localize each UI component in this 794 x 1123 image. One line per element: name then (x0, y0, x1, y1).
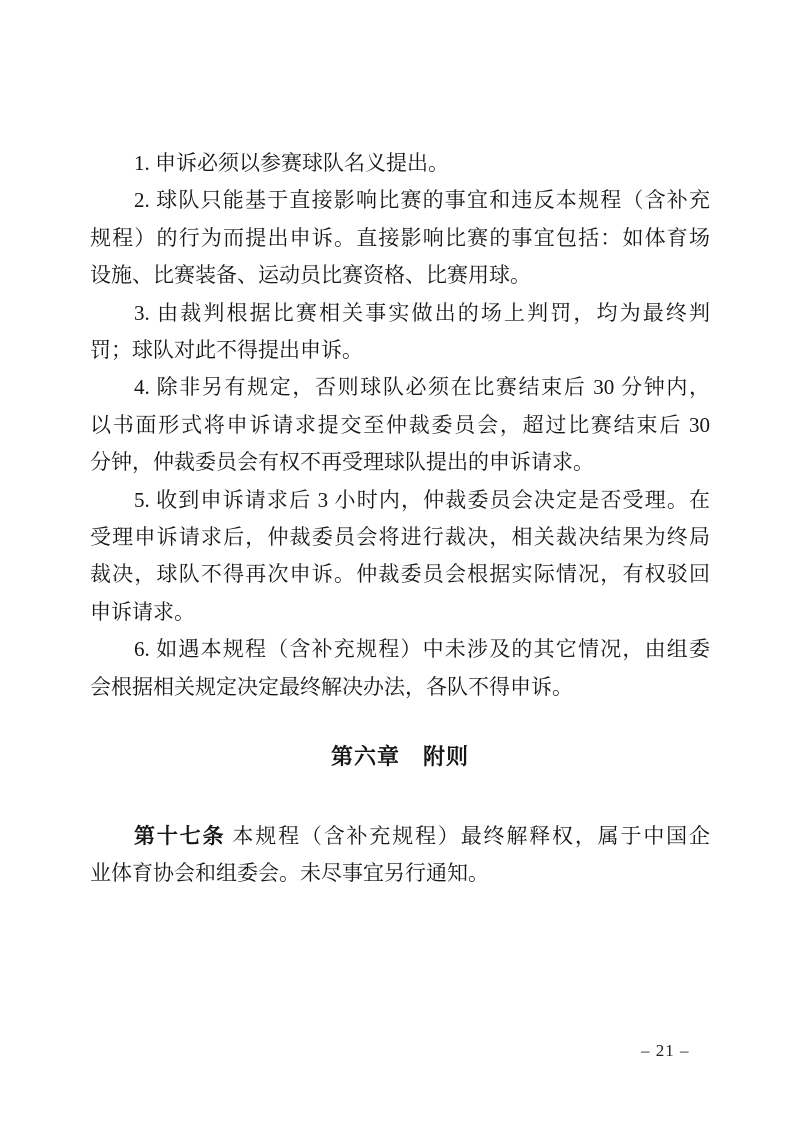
paragraph-line: 5. 收到申诉请求后 3 小时内，仲裁委员会决定是否受理。在 (134, 487, 710, 512)
body-paragraph (90, 145, 710, 182)
document-content (90, 145, 710, 892)
paragraph-line: 规程）的行为而提出申诉。直接影响比赛的事宜包括：如体育场 (90, 225, 710, 250)
paragraph-line: 2. 球队只能基于直接影响比赛的事宜和违反本规程（含补充 (134, 188, 710, 213)
body-paragraph (90, 369, 710, 481)
paragraph-line: 会根据相关规定决定最终解决办法，各队不得申诉。 (90, 674, 573, 699)
body-paragraphs (90, 145, 710, 706)
article-17-paragraph (90, 818, 710, 893)
page-number: – 21 – (641, 1041, 690, 1060)
body-paragraph (90, 295, 710, 370)
body-paragraph (90, 482, 710, 632)
chapter-heading: 第六章 附则 (330, 744, 469, 770)
body-paragraph (90, 182, 710, 294)
article-text-line1: 本规程（含补充规程）最终解释权，属于中国企 (225, 823, 711, 848)
paragraph-line: 裁决，球队不得再次申诉。仲裁委员会根据实际情况，有权驳回 (90, 562, 710, 587)
paragraph-line: 1. 申诉必须以参赛球队名义提出。 (134, 151, 449, 175)
paragraph-line: 6. 如遇本规程（含补充规程）中未涉及的其它情况，由组委 (134, 637, 710, 662)
paragraph-line: 3. 由裁判根据比赛相关事实做出的场上判罚，均为最终判 (134, 300, 710, 325)
paragraph-line: 设施、比赛装备、运动员比赛资格、比赛用球。 (90, 263, 531, 288)
paragraph-line: 以书面形式将申诉请求提交至仲裁委员会，超过比赛结束后 30 (90, 412, 710, 437)
paragraph-line: 分钟，仲裁委员会有权不再受理球队提出的申诉请求。 (90, 450, 594, 475)
paragraph-line: 4. 除非另有规定，否则球队必须在比赛结束后 30 分钟内， (134, 375, 710, 400)
article-number: 第十七条 (134, 823, 226, 848)
paragraph-line: 受理申诉请求后，仲裁委员会将进行裁决，相关裁决结果为终局 (90, 525, 710, 550)
paragraph-line: 罚；球队对此不得提出申诉。 (90, 338, 363, 363)
body-paragraph (90, 631, 710, 706)
paragraph-line (90, 818, 710, 855)
paragraph-line: 申诉请求。 (90, 599, 195, 624)
paragraph-line: 业体育协会和组委会。未尽事宜另行通知。 (90, 860, 489, 885)
